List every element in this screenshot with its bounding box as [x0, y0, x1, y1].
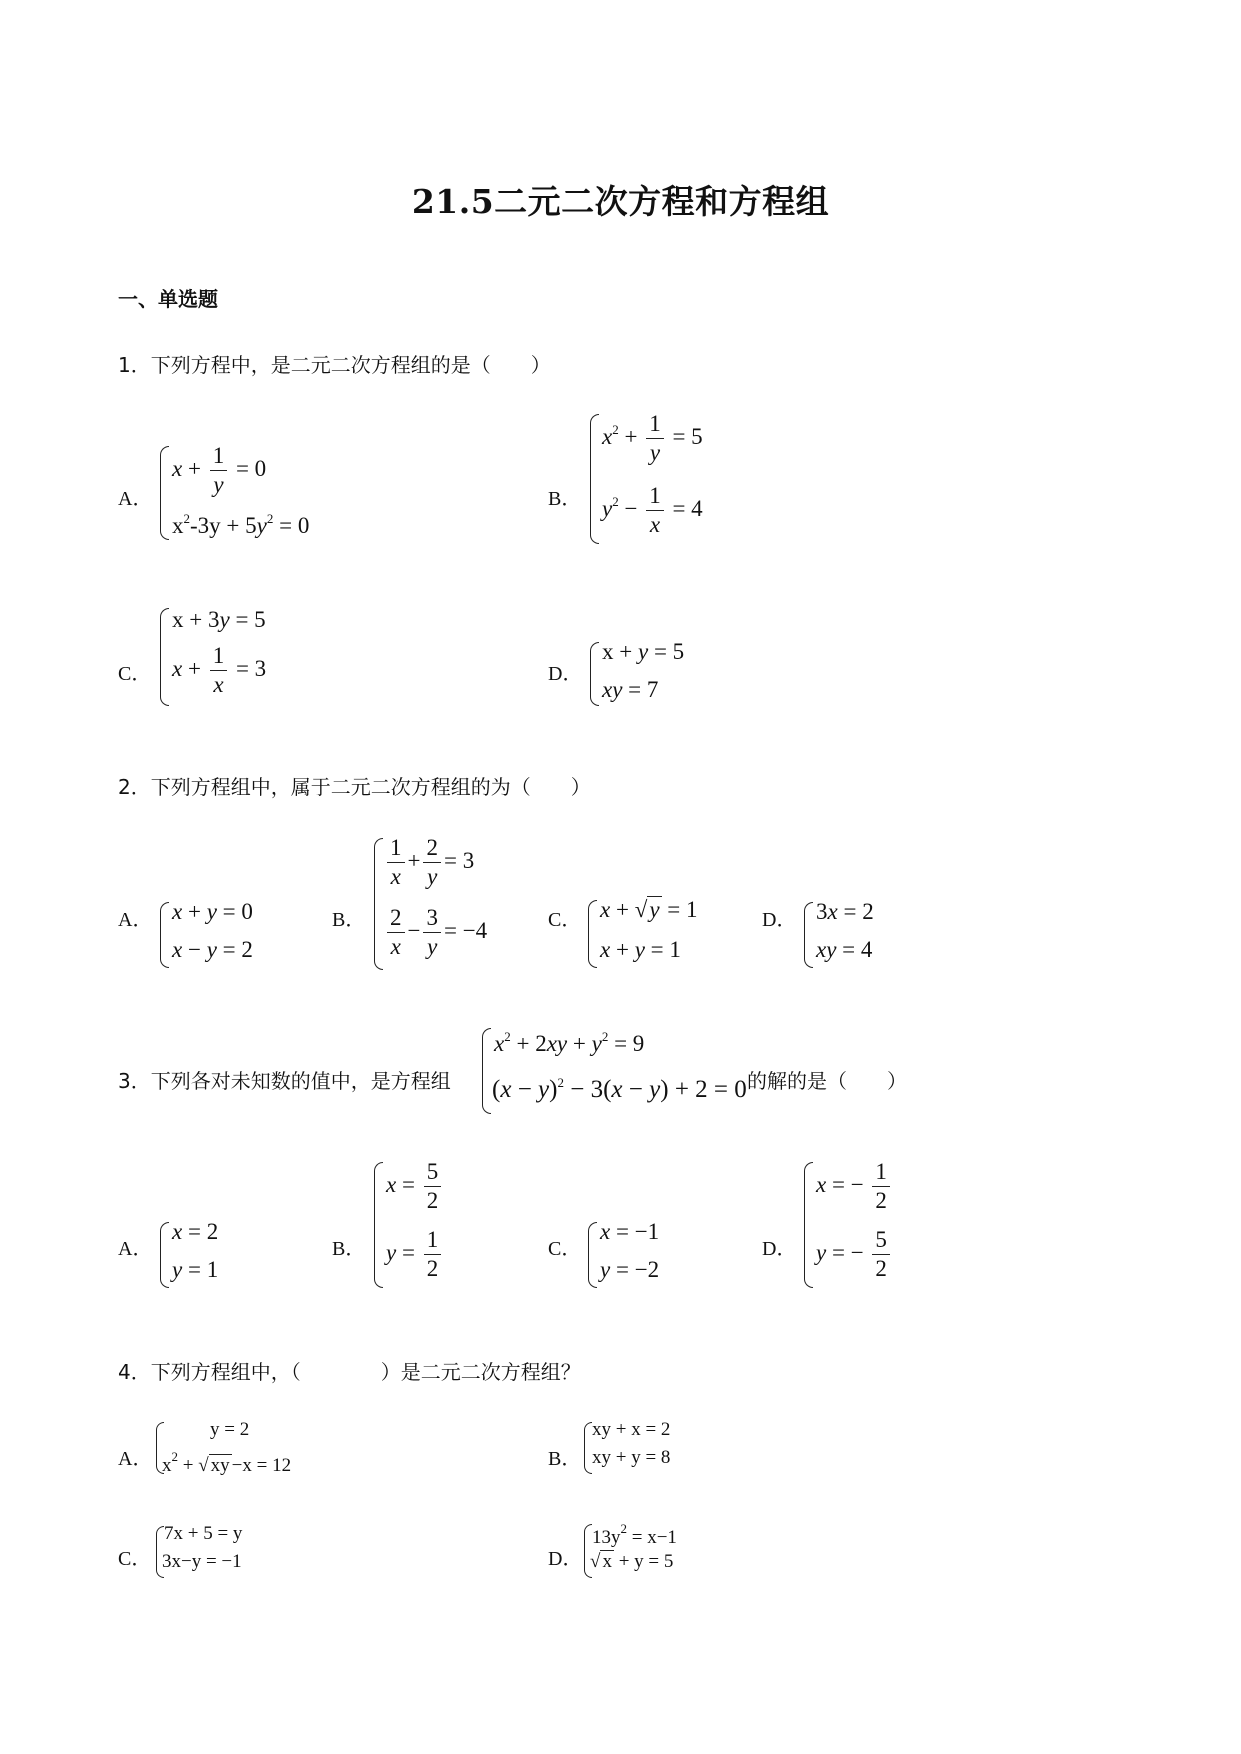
q1-option-a-system[interactable]	[160, 442, 360, 542]
q1-option-d-system[interactable]	[590, 638, 790, 708]
q3-option-d-system[interactable]	[804, 1158, 934, 1290]
q4-d-eq2: √ x + y = 5	[590, 1551, 674, 1572]
q2-b-eq2: $\frac{2}{x}$ − $\frac{3}{y}$ = −4	[384, 906, 487, 959]
q2-d-eq1: 3x = 2	[816, 899, 874, 924]
q1-d-eq2: xy = 7	[602, 677, 659, 702]
page-title: 21.5二元二次方程和方程组	[411, 182, 830, 221]
question-3-stem-start: 3．下列各对未知数的值中，是方程组	[118, 1069, 451, 1093]
q1-option-b-label: B．	[548, 488, 582, 510]
q2-a-eq2: x − y = 2	[172, 937, 253, 962]
q3-a-eq1: x = 2	[172, 1219, 219, 1244]
q2-option-d-label: D．	[762, 909, 797, 931]
q4-a-eq1: y = 2	[210, 1419, 250, 1440]
q4-b-eq2: xy + y = 8	[592, 1447, 671, 1468]
q2-d-eq2: xy = 4	[816, 937, 873, 962]
q2-option-c-label: C．	[548, 909, 582, 931]
q3-option-a-label: A．	[118, 1238, 153, 1260]
question-3-stem-end: 的解的是（ ）	[747, 1069, 907, 1093]
q1-option-c-label: C．	[118, 663, 152, 685]
q2-option-c-system[interactable]	[588, 896, 728, 970]
q2-option-a-label: A．	[118, 909, 153, 931]
q3-option-b-label: B．	[332, 1238, 366, 1260]
q2-option-a-system[interactable]	[160, 898, 300, 970]
q1-a-eq2: $x^2-3y + 5y^2 = 0$	[172, 511, 310, 538]
q1-a-eq1: x + $\frac{1}{y}$ = 0	[172, 443, 267, 498]
q4-option-d-system[interactable]	[584, 1520, 744, 1582]
q3-option-a-system[interactable]	[160, 1218, 270, 1290]
question-4-stem: 4．下列方程组中，（ ）是二元二次方程组？	[118, 1360, 581, 1384]
q2-option-d-system[interactable]	[804, 898, 924, 970]
q4-c-eq2: 3x−y = −1	[162, 1551, 242, 1572]
q3-option-c-label: C．	[548, 1238, 582, 1260]
q4-c-eq1: 7x + 5 = y	[164, 1523, 243, 1544]
q3-b-eq2: y = $\frac{1}{2}$	[386, 1228, 444, 1281]
q3-system-eq1: $x^2 + 2xy + y^2 = 9$	[494, 1029, 645, 1056]
q4-option-d-label: D．	[548, 1548, 583, 1570]
q4-option-b-label: B．	[548, 1448, 582, 1470]
q4-b-eq1: xy + x = 2	[592, 1419, 671, 1440]
q3-a-eq2: y = 1	[172, 1257, 219, 1282]
q3-option-b-system[interactable]	[374, 1158, 484, 1290]
q1-b-eq1: $x^2$ + $\frac{1}{y}$ = 5	[602, 411, 703, 466]
q4-option-c-system[interactable]	[156, 1522, 306, 1582]
q3-system	[482, 1026, 752, 1116]
q1-option-a-label: A．	[118, 488, 153, 510]
q3-option-c-system[interactable]	[588, 1218, 698, 1290]
q1-option-b-system[interactable]	[590, 410, 790, 546]
q1-b-eq2: $y^2$ − $\frac{1}{x}$ = 4	[602, 483, 703, 538]
q3-b-eq1: x = $\frac{5}{2}$	[386, 1160, 444, 1213]
q1-option-c-system[interactable]	[160, 606, 360, 708]
q1-c-eq2: x + $\frac{1}{x}$ = 3	[172, 643, 267, 698]
q4-option-a-label: A．	[118, 1448, 153, 1470]
q4-option-b-system[interactable]	[584, 1418, 734, 1478]
q3-d-eq2: y = − $\frac{5}{2}$	[816, 1228, 893, 1281]
q4-d-eq1: $13y^2 = x-1$	[592, 1521, 677, 1548]
q1-c-eq1: x + 3y = 5	[172, 607, 266, 632]
q2-c-eq2: x + y = 1	[600, 937, 681, 962]
q1-d-eq1: x + y = 5	[602, 639, 685, 664]
q3-d-eq1: x = − $\frac{1}{2}$	[816, 1160, 893, 1213]
q4-a-eq2: $x^2$ + √ xy −x = 12	[162, 1449, 292, 1476]
q3-c-eq2: y = −2	[600, 1257, 660, 1282]
q3-c-eq1: x = −1	[600, 1219, 660, 1244]
q3-option-d-label: D．	[762, 1238, 797, 1260]
q2-a-eq1: x + y = 0	[172, 899, 253, 924]
q2-b-eq1: $\frac{1}{x}$ + $\frac{2}{y}$ = 3	[384, 836, 474, 889]
q2-option-b-label: B．	[332, 909, 366, 931]
section-heading: 一、单选题	[118, 287, 218, 311]
q3-system-eq2: $(x - y)^2 - 3(x - y) + 2 = 0$	[492, 1075, 747, 1103]
q1-option-d-label: D．	[548, 663, 583, 685]
q4-option-c-label: C．	[118, 1548, 152, 1570]
q4-option-a-system[interactable]	[156, 1418, 356, 1478]
q2-c-eq1: x + √y = 1	[600, 897, 698, 922]
question-2-stem: 2．下列方程组中，属于二元二次方程组的为（ ）	[118, 775, 591, 799]
q2-option-b-system[interactable]	[374, 834, 514, 972]
question-1-stem: 1．下列方程中，是二元二次方程组的是（ ）	[118, 353, 551, 377]
